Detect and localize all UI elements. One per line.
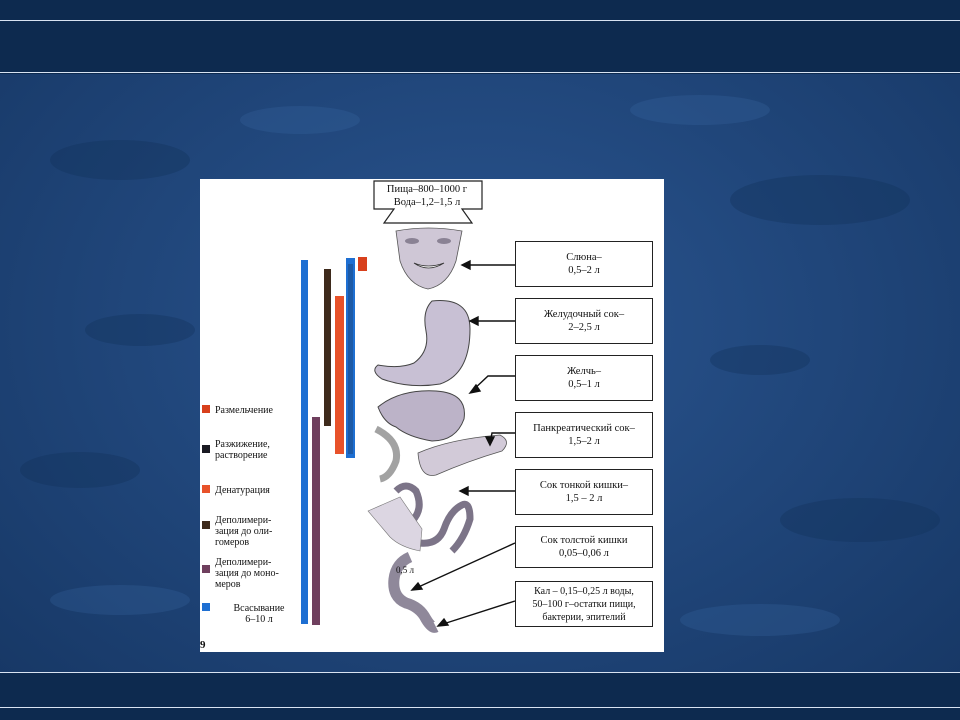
- footer-top-line: [0, 672, 960, 673]
- callout-bile: Желчь– 0,5–1 л: [515, 355, 653, 401]
- header-top-line: [0, 20, 960, 21]
- large-intestine-volume-label: 0,5 л: [396, 565, 414, 575]
- depolymerization-oligo-bar: [324, 269, 331, 426]
- callout-feces: Кал – 0,15–0,25 л воды, 50–100 г–остатки пищи, бактерии, эпителий: [515, 581, 653, 627]
- callout-gastric-juice: Желудочный сок– 2–2,5 л: [515, 298, 653, 344]
- duodenum-illustration: [376, 429, 397, 479]
- intestinal-villi: [368, 497, 422, 551]
- callout-saliva: Слюна– 0,5–2 л: [515, 241, 653, 287]
- legend-label: Размельчение: [215, 405, 273, 416]
- callout-pancreatic-juice: Панкреатический сок– 1,5–2 л: [515, 412, 653, 458]
- header-band: [0, 0, 960, 74]
- header-bottom-line: [0, 72, 960, 73]
- depolymerization-mono-bar: [312, 417, 320, 625]
- stomach-illustration: [375, 301, 470, 386]
- orange-square-icon: [202, 485, 210, 493]
- legend-label: Деполимери- зация до моно- меров: [215, 557, 279, 590]
- face-illustration: [396, 228, 462, 289]
- red-square-icon: [202, 405, 210, 413]
- digestion-figure: [200, 179, 664, 652]
- liver-illustration: [378, 391, 464, 441]
- arrow-feces: [440, 601, 515, 625]
- arrow-large-intestine: [414, 543, 515, 589]
- callout-large-intestine-juice: Сок толстой кишки 0,05–0,06 л: [515, 526, 653, 568]
- legend-label: Разжижение, растворение: [215, 439, 270, 461]
- liquefaction-inner-bar: [348, 264, 353, 454]
- black-square-icon: [202, 445, 210, 453]
- denaturation-bar: [335, 296, 344, 454]
- food-intake-label: Пища–800–1000 г Вода–1,2–1,5 л: [386, 184, 468, 208]
- brown-square-icon: [202, 521, 210, 529]
- grinding-bar: [358, 257, 367, 271]
- blue-square-icon: [202, 603, 210, 611]
- purple-square-icon: [202, 565, 210, 573]
- footer-bottom-line: [0, 707, 960, 708]
- callout-small-intestine-juice: Сок тонкой кишки– 1,5 – 2 л: [515, 469, 653, 515]
- legend-label: Деполимери- зация до оли- гомеров: [215, 515, 273, 548]
- figure-corner-number: 9: [200, 639, 206, 651]
- footer-band: [0, 672, 960, 720]
- legend-label: Всасывание 6–10 л: [233, 603, 285, 625]
- legend-label: Денатурация: [215, 485, 270, 496]
